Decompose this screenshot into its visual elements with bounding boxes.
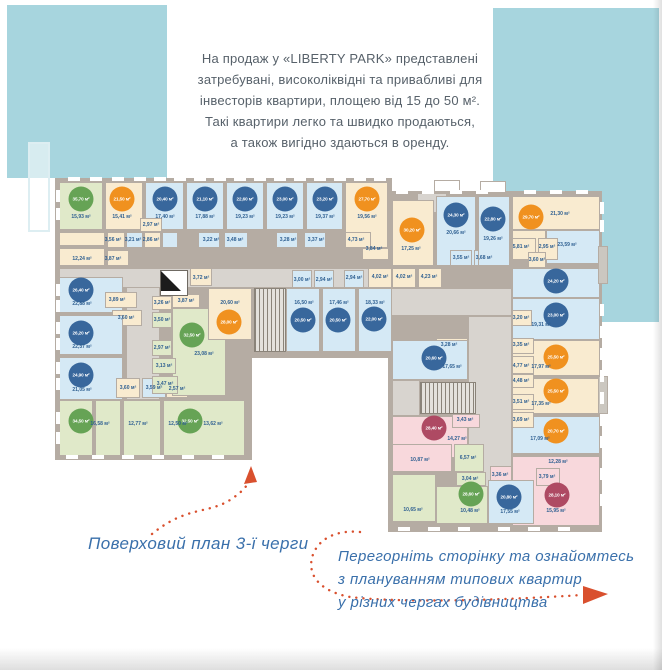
- apartment-area-badge: 35,70 м²: [69, 187, 94, 212]
- room-area-label: 12,24 м²: [72, 256, 92, 262]
- apartment-area-badge: 28,40 м²: [422, 416, 447, 441]
- window: [600, 304, 604, 316]
- page-bottom-shadow: [0, 648, 662, 670]
- room-area-label: 3,60 м²: [119, 385, 137, 391]
- caption-line: з плануванням типових квартир: [338, 571, 583, 588]
- window: [294, 177, 306, 181]
- caption-left: Поверховий план 3-ї черги: [88, 534, 309, 553]
- corridor: [392, 380, 420, 416]
- room-area-label: 3,21 м²: [124, 237, 142, 243]
- room-area-label: 3,55 м²: [452, 255, 470, 261]
- apartment-area-badge: 29,70 м²: [519, 205, 544, 230]
- room-area-label: 3,72 м²: [192, 275, 210, 281]
- room: [163, 400, 245, 456]
- room-area-label: 17,09 м²: [530, 436, 550, 442]
- window: [234, 177, 246, 181]
- room-area-label: 19,23 м²: [235, 214, 255, 220]
- window: [214, 177, 226, 181]
- corridor: [390, 288, 512, 316]
- window: [174, 177, 186, 181]
- stairwell-wedge-icon: [161, 271, 181, 291]
- room-area-label: 17,55 м²: [500, 509, 520, 515]
- window: [450, 190, 462, 194]
- apartment-area-badge: 28,60 м²: [459, 482, 484, 507]
- room-area-label: 3,13 м²: [155, 363, 173, 369]
- room-area-label: 3,59 м²: [145, 385, 163, 391]
- room: [123, 400, 161, 456]
- apartment-area-badge: 32,50 м²: [178, 409, 203, 434]
- window: [154, 177, 166, 181]
- window: [428, 527, 440, 531]
- room-area-label: 3,56 м²: [104, 237, 122, 243]
- room-area-label: 3,87 м²: [177, 298, 195, 304]
- room-area-label: 3,48 м²: [226, 237, 244, 243]
- window: [498, 527, 510, 531]
- apartment-area-badge: 28,10 м²: [545, 483, 570, 508]
- window: [600, 392, 604, 404]
- room-area-label: 6,57 м²: [459, 455, 477, 461]
- apartment-area-badge: 24,20 м²: [544, 269, 569, 294]
- room-area-label: 3,04 м²: [461, 476, 479, 482]
- window: [56, 284, 60, 296]
- room-area-label: 2,97 м²: [153, 345, 171, 351]
- window: [66, 455, 78, 459]
- apartment-area-badge: 20,70 м²: [544, 419, 569, 444]
- intro-line: інвесторів квартири, площею від 15 до 50 м².: [199, 93, 481, 108]
- window: [558, 527, 570, 531]
- intro-line: Такі квартири легко та швидко продаються,: [204, 114, 476, 129]
- apartment-area-badge: 20,80 м²: [497, 485, 522, 510]
- window: [576, 190, 588, 194]
- room: [392, 474, 436, 522]
- room-area-label: 20,60 м²: [220, 300, 240, 306]
- apartment-area-badge: 20,40 м²: [153, 187, 178, 212]
- room: [95, 400, 121, 456]
- room-area-label: 10,48 м²: [460, 508, 480, 514]
- window: [528, 527, 540, 531]
- window: [56, 338, 60, 350]
- caption-line: Перегорніть сторінку та ознайомтесь: [338, 548, 635, 565]
- window: [134, 177, 146, 181]
- apartment-area-badge: 28,00 м²: [217, 310, 242, 335]
- window: [112, 177, 124, 181]
- window: [354, 177, 366, 181]
- window: [524, 190, 536, 194]
- room-area-label: 20,66 м²: [446, 230, 466, 236]
- room-area-label: 3,47 м²: [156, 381, 174, 387]
- window: [68, 177, 80, 181]
- apartment-area-badge: 34,50 м²: [69, 409, 94, 434]
- room-area-label: 5,81 м²: [512, 244, 530, 250]
- apartment-area-badge: 27,70 м²: [355, 187, 380, 212]
- room-area-label: 17,97 м²: [531, 364, 551, 370]
- room: [162, 232, 178, 248]
- room-area-label: 2,86 м²: [142, 237, 160, 243]
- window: [550, 190, 562, 194]
- room-area-label: 3,00 м²: [293, 277, 311, 283]
- window: [274, 177, 286, 181]
- room-area-label: 15,95 м²: [546, 508, 566, 514]
- room-area-label: 2,94 м²: [315, 277, 333, 283]
- room-area-label: 3,20 м²: [512, 315, 530, 321]
- room-area-label: 3,26 м²: [153, 300, 171, 306]
- room-area-label: 19,26 м²: [483, 236, 503, 242]
- window: [458, 527, 470, 531]
- apartment-area-badge: 21,10 м²: [193, 187, 218, 212]
- window: [92, 455, 104, 459]
- room-area-label: 4,48 м²: [512, 378, 530, 384]
- room-area-label: 22,88 м²: [72, 301, 92, 307]
- caption-right: [338, 545, 634, 614]
- intro-line: затребувані, високоліквідні та привабливі для: [197, 72, 483, 87]
- apartment-area-badge: 22,60 м²: [233, 187, 258, 212]
- stairs: [254, 288, 286, 352]
- room-area-label: 3,50 м²: [153, 317, 171, 323]
- room-area-label: 2,97 м²: [142, 222, 160, 228]
- room-area-label: 3,37 м²: [307, 237, 325, 243]
- apartment-area-badge: 25,50 м²: [544, 345, 569, 370]
- room-area-label: 22,37 м²: [72, 344, 92, 350]
- intro-line: а також вигідно здаються в оренду.: [230, 135, 450, 150]
- room-area-label: 23,59 м²: [557, 242, 577, 248]
- apartment-area-badge: 25,50 м²: [544, 379, 569, 404]
- apartment-area-badge: 20,60 м²: [422, 346, 447, 371]
- apartment-area-badge: 22,80 м²: [481, 207, 506, 232]
- room-area-label: 16,58 м²: [90, 421, 110, 427]
- window: [194, 177, 206, 181]
- room-area-label: 21,05 м²: [72, 387, 92, 393]
- window: [396, 190, 408, 194]
- room-area-label: 3,89 м²: [108, 297, 126, 303]
- room-area-label: 14,27 м²: [447, 436, 467, 442]
- room-area-label: 19,56 м²: [357, 214, 377, 220]
- room-area-label: 12,28 м²: [548, 459, 568, 465]
- room-area-label: 18,33 м²: [365, 300, 385, 306]
- room: [59, 232, 105, 246]
- caption-line: у різних чергах будівництва: [338, 594, 548, 611]
- room-area-label: 3,87 м²: [104, 256, 122, 262]
- room-area-label: 3,35 м²: [512, 342, 530, 348]
- room-area-label: 4,02 м²: [395, 274, 413, 280]
- window: [182, 455, 194, 459]
- room-area-label: 2,94 м²: [345, 275, 363, 281]
- room-area-label: 16,50 м²: [294, 300, 314, 306]
- room-area-label: 3,84 м²: [365, 246, 383, 252]
- window: [374, 177, 386, 181]
- room-area-label: 3,51 м²: [512, 399, 530, 405]
- room-area-label: 3,60 м²: [117, 315, 135, 321]
- window: [422, 190, 434, 194]
- window: [56, 322, 60, 334]
- room-area-label: 13,62 м²: [203, 421, 223, 427]
- window: [600, 494, 604, 506]
- apartment-area-badge: 21,50 м²: [110, 187, 135, 212]
- stairs: [420, 382, 476, 414]
- window: [600, 326, 604, 338]
- room-area-label: 4,02 м²: [371, 274, 389, 280]
- apartment-area-badge: 30,20 м²: [400, 218, 425, 243]
- window: [122, 455, 134, 459]
- room-area-label: 3,28 м²: [279, 237, 297, 243]
- room-area-label: 3,43 м²: [456, 417, 474, 423]
- room-area-label: 17,35 м²: [531, 401, 551, 407]
- window: [56, 378, 60, 390]
- stairwell: [160, 270, 188, 296]
- room-area-label: 23,08 м²: [194, 351, 214, 357]
- window: [152, 455, 164, 459]
- room-area-label: 3,79 м²: [538, 474, 556, 480]
- apartment-area-badge: 20,50 м²: [326, 308, 351, 333]
- window: [600, 348, 604, 360]
- apartment-area-badge: 32,50 м²: [180, 323, 205, 348]
- window: [476, 190, 488, 194]
- apartment-area-badge: 24,90 м²: [69, 363, 94, 388]
- room-area-label: 2,57 м²: [168, 386, 186, 392]
- window: [212, 455, 224, 459]
- window: [56, 208, 60, 220]
- room-area-label: 2,95 м²: [538, 244, 556, 250]
- window: [56, 432, 60, 444]
- window: [56, 300, 60, 312]
- window: [600, 220, 604, 232]
- room-area-label: 17,40 м²: [155, 214, 175, 220]
- apartment-area-badge: 23,00 м²: [544, 303, 569, 328]
- balcony: [28, 142, 50, 232]
- window: [600, 436, 604, 448]
- apartment-area-badge: 24,30 м²: [444, 203, 469, 228]
- room-area-label: 19,23 м²: [275, 214, 295, 220]
- room-area-label: 3,28 м²: [440, 342, 458, 348]
- window: [334, 177, 346, 181]
- room-area-label: 4,77 м²: [512, 363, 530, 369]
- room-area-label: 10,87 м²: [410, 457, 430, 463]
- window: [90, 177, 102, 181]
- room-area-label: 19,37 м²: [315, 214, 335, 220]
- apartment-area-badge: 26,20 м²: [69, 321, 94, 346]
- window: [56, 362, 60, 374]
- room-area-label: 3,36 м²: [491, 472, 509, 478]
- room-area-label: 3,69 м²: [512, 417, 530, 423]
- apartment-area-badge: 22,00 м²: [362, 307, 387, 332]
- window: [600, 468, 604, 480]
- window: [600, 202, 604, 214]
- room-area-label: 3,22 м²: [202, 237, 220, 243]
- window: [398, 527, 410, 531]
- window: [600, 414, 604, 426]
- apartment-area-badge: 23,00 м²: [273, 187, 298, 212]
- room-area-label: 15,93 м²: [71, 214, 91, 220]
- room-area-label: 10,65 м²: [403, 507, 423, 513]
- room-area-label: 12,50 м²: [168, 421, 188, 427]
- window: [254, 177, 266, 181]
- room-area-label: 3,60 м²: [528, 257, 546, 263]
- room-area-label: 3,68 м²: [475, 255, 493, 261]
- room-area-label: 12,77 м²: [128, 421, 148, 427]
- apartment-area-badge: 23,20 м²: [313, 187, 338, 212]
- room-area-label: 17,25 м²: [401, 246, 421, 252]
- intro-line: На продаж у «LIBERTY PARK» представлені: [201, 51, 479, 66]
- window: [56, 412, 60, 424]
- room-area-label: 21,30 м²: [550, 211, 570, 217]
- window: [314, 177, 326, 181]
- apartment-area-badge: 20,50 м²: [291, 308, 316, 333]
- room-area-label: 4,23 м²: [420, 274, 438, 280]
- room-area-label: 15,41 м²: [112, 214, 132, 220]
- balcony: [598, 246, 608, 284]
- room-area-label: 17,46 м²: [329, 300, 349, 306]
- window: [600, 370, 604, 382]
- room-area-label: 19,31 м²: [531, 322, 551, 328]
- page-edge-shadow: [653, 0, 662, 670]
- apartment-area-badge: 26,40 м²: [69, 278, 94, 303]
- room-area-label: 17,88 м²: [195, 214, 215, 220]
- room-area-label: 17,65 м²: [442, 364, 462, 370]
- room-area-label: 4,73 м²: [347, 237, 365, 243]
- window: [56, 190, 60, 202]
